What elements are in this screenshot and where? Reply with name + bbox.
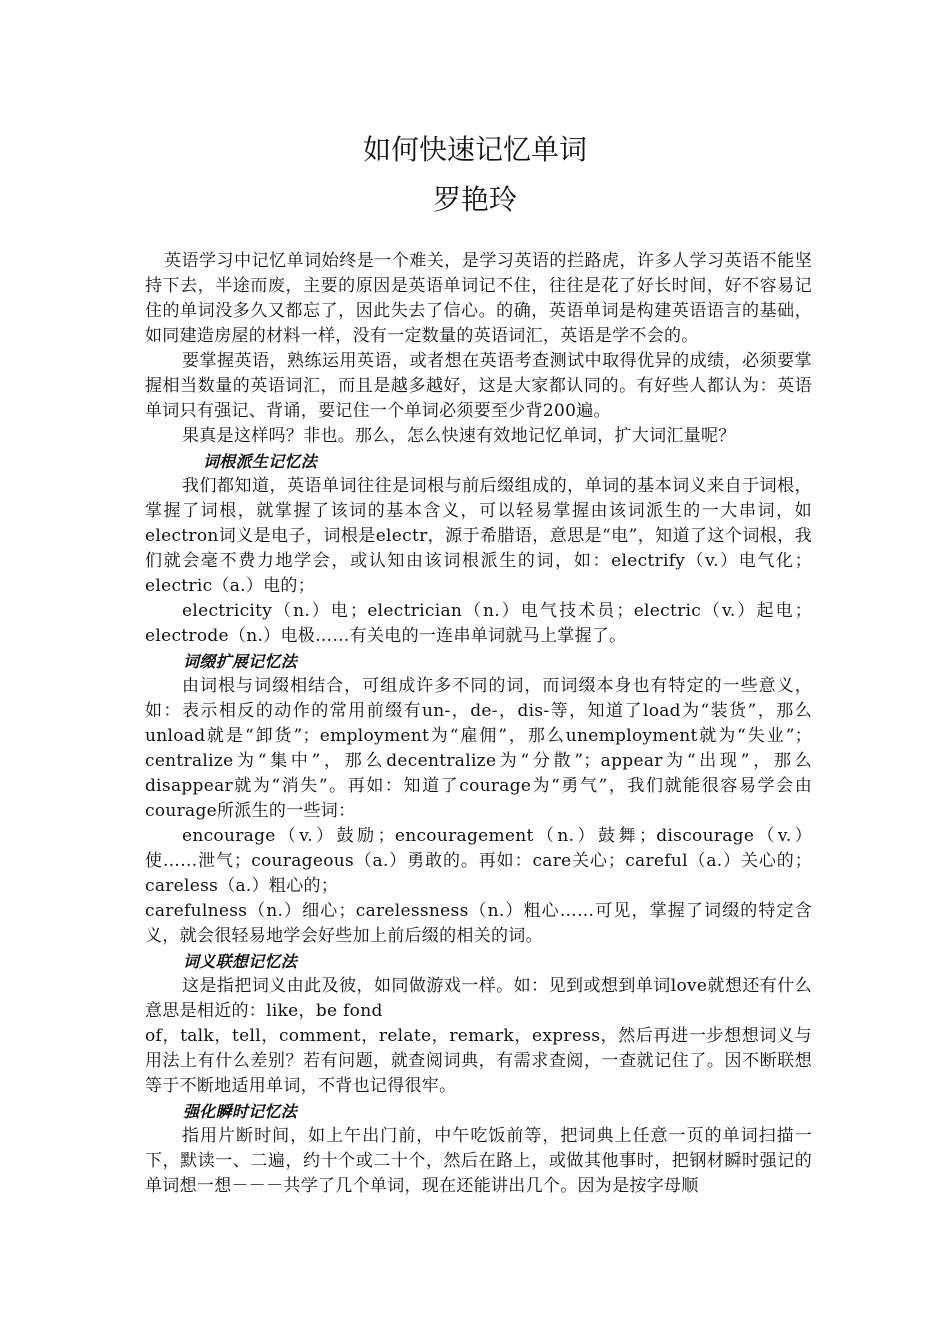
- paragraph-root-1: 我们都知道，英语单词往往是词根与前后缀组成的，单词的基本词义来自于词根，掌握了词根，就掌握了该词的基本含义，可以轻易掌握由该词派生的一大串词，如electron词义是电子，词根是electr，源于希腊语，意思是“电”，知道了这个词根，我们就会毫不费力地学会，或认知由该词根派生的词，如：electrify（v.）电气化；electric（a.）电的；: [145, 476, 812, 596]
- paragraph-association-1: 这是指把词义由此及彼，如同做游戏一样。如：见到或想到单词love就想还有什么意思是相近的：like，be fond: [145, 976, 812, 1021]
- section-heading-root-derivation: 词根派生记忆法: [203, 452, 318, 471]
- section-heading-instant-memory: 强化瞬时记忆法: [183, 1102, 298, 1121]
- document-author: 罗艳玲: [432, 183, 517, 216]
- document-body: [145, 249, 812, 1199]
- paragraph-intro-1: 英语学习中记忆单词始终是一个难关，是学习英语的拦路虎，许多人学习英语不能坚持下去，半途而废，主要的原因是英语单词记不住，往往是花了好长时间，好不容易记住的单词没多久又都忘了，因此失去了信心。的确，英语单词是构建英语语言的基础，如同建造房屋的材料一样，没有一定数量的英语词汇，英语是学不会的。: [145, 251, 812, 346]
- section-heading-affix-extension: 词缀扩展记忆法: [183, 652, 298, 671]
- paragraph-instant-1: 指用片断时间，如上午出门前，中午吃饭前等，把词典上任意一页的单词扫描一下，默读一、二遍，约十个或二十个，然后在路上，或做其他事时，把钢材瞬时强记的单词想一想－－－共学了几个单词，现在还能讲出几个。因为是按字母顺: [145, 1126, 812, 1196]
- paragraph-intro-3: 果真是这样吗？非也。那么，怎么快速有效地记忆单词，扩大词汇量呢？: [182, 426, 736, 446]
- paragraph-association-2: of，talk，tell，comment，relate，remark，express，然后再进一步想想词义与用法上有什么差别？若有问题，就查阅词典，有需求查阅，一查就记住了。因不断联想等于不断地适用单词，不背也记得很牢。: [145, 1026, 812, 1096]
- document-title: 如何快速记忆单词: [362, 133, 587, 166]
- paragraph-affix-1: 由词根与词缀相结合，可组成许多不同的词，而词缀本身也有特定的一些意义，如：表示相反的动作的常用前缀有un-，de-，dis-等，知道了load为“装货”，那么unload就是“卸货”；employment为“雇佣”，那么unemployment就为“失业”；centralize为“集中”，那么decentralize为“分散”；appear为“出现”，那么disappear就为“消失”。再如：知道了courage为“勇气”，我们就能很容易学会由courage所派生的一些词：: [145, 676, 812, 821]
- paragraph-affix-3: carefulness（n.）细心；carelessness（n.）粗心……可见，掌握了词缀的特定含义，就会很轻易地学会好些加上前后缀的相关的词。: [145, 901, 812, 946]
- section-heading-meaning-association: 词义联想记忆法: [183, 952, 298, 971]
- paragraph-root-2: electricity（n.）电；electrician（n.）电气技术员；electric（v.）起电；electrode（n.）电极……有关电的一连串单词就马上掌握了。: [145, 601, 812, 646]
- paragraph-affix-2: encourage（v.）鼓励；encouragement（n.）鼓舞；discourage（v.）使……泄气；courageous（a.）勇敢的。再如：care关心；careful（a.）关心的；careless（a.）粗心的；: [145, 826, 812, 896]
- paragraph-intro-2: 要掌握英语，熟练运用英语，或者想在英语考查测试中取得优异的成绩，必须要掌握相当数量的英语词汇，而且是越多越好，这是大家都认同的。有好些人都认为：英语单词只有强记、背诵，要记住一个单词必须要至少背200遍。: [145, 351, 812, 421]
